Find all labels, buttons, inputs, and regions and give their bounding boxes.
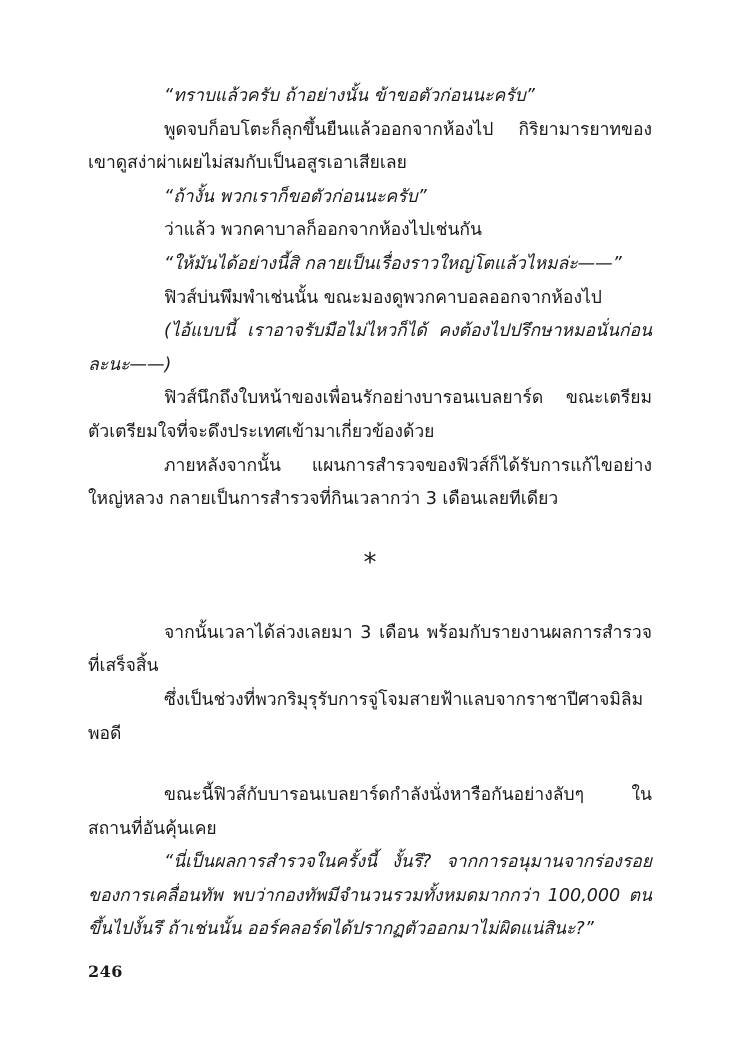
paragraph: “นี่เป็นผลการสำรวจในครั้งนี้ งั้นรึ? จากการอนุมานจากร่องรอยของการเคลื่อนทัพ พบว่ากองทัพมีจำนวนรวมทั้งหมดมากกว่า 100,000 ตนขึ้นไปงั้นรึ ถ้าเช่นนั้น ออร์คลอร์ดได้ปรากฏตัวออกมาไม่ผิดแน่สินะ?” [88, 852, 652, 940]
paragraph: ภายหลังจากนั้น แผนการสำรวจของฟิวส์ก็ได้รับการแก้ไขอย่างใหญ่หลวง กลายเป็นการสำรวจที่กินเวลากว่า 3 เดือนเลยทีเดียว [88, 455, 652, 510]
page-number: 246 [88, 962, 123, 981]
paragraph: พูดจบก็อบโตะก็ลุกขึ้นยืนแล้วออกจากห้องไป กิริยามารยาทของเขาดูสง่าผ่าเผยไม่สมกับเป็นอสูรเอาเสียเลย [88, 119, 652, 174]
paragraph: ฟิวส์นึกถึงใบหน้าของเพื่อนรักอย่างบารอนเบลยาร์ด ขณะเตรียมตัวเตรียมใจที่จะดึงประเทศเข้ามาเกี่ยวข้องด้วย [88, 388, 652, 442]
body-text [88, 80, 652, 947]
paragraph: ซึ่งเป็นช่วงที่พวกริมุรุรับการจู่โจมสายฟ้าแลบจากราชาปีศาจมิลิมพอดี [88, 689, 644, 744]
paragraph: ฟิวส์บ่นพึมพำเช่นนั้น ขณะมองดูพวกคาบอลออกจากห้องไป [164, 287, 602, 308]
paragraph-gap [88, 751, 652, 779]
paragraph: “ให้มันได้อย่างนี้สิ กลายเป็นเรื่องราวใหญ่โตแล้วไหมล่ะ——” [164, 253, 622, 274]
paragraph: “ถ้างั้น พวกเราก็ขอตัวก่อนนะครับ” [164, 186, 427, 207]
paragraph: จากนั้นเวลาได้ล่วงเลยมา 3 เดือน พร้อมกับรายงานผลการสำรวจที่เสร็จสิ้น [88, 622, 652, 677]
paragraph: ว่าแล้ว พวกคาบาลก็ออกจากห้องไปเช่นกัน [164, 220, 482, 241]
paragraph: (ไอ้แบบนี้ เราอาจรับมือไม่ไหวก็ได้ คงต้องไปปรึกษาหมอนั่นก่อนละนะ——) [88, 321, 652, 375]
paragraph: ขณะนี้ฟิวส์กับบารอนเบลยาร์ดกำลังนั่งหารือกันอย่างลับๆ ในสถานที่อันคุ้นเคย [88, 785, 652, 839]
section-separator: * [363, 547, 377, 578]
paragraph: “ทราบแล้วครับ ถ้าอย่างนั้น ข้าขอตัวก่อนนะครับ” [164, 86, 535, 106]
